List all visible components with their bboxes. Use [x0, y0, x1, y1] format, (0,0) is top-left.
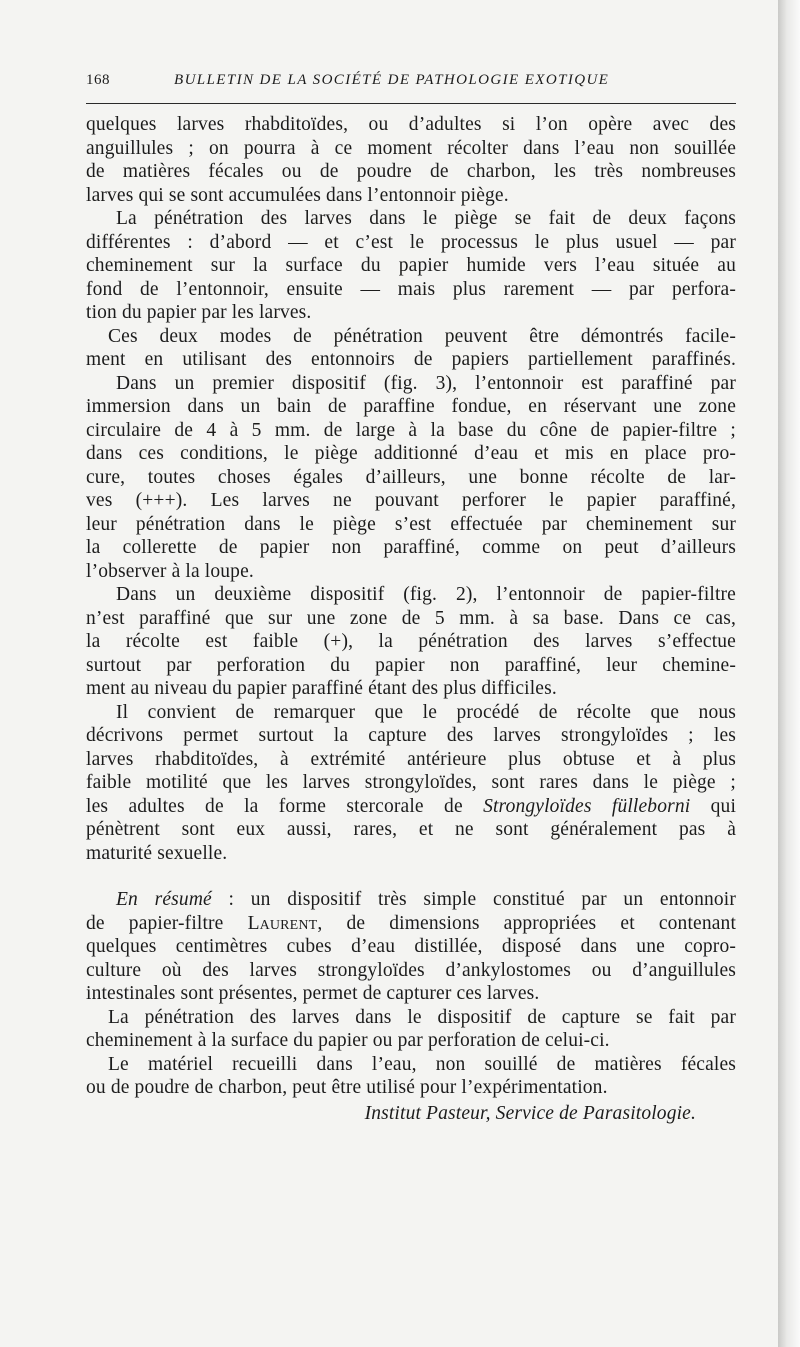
text-line: leur pénétration dans le piège s’est effectuée par cheminement sur	[86, 513, 736, 535]
text-line: Il convient de remarquer que le procédé de récolte que nous	[116, 701, 736, 723]
text-line: cheminement sur la surface du papier humide vers l’eau située au	[86, 255, 736, 276]
signature	[86, 1102, 736, 1126]
text-line: immersion dans un bain de paraffine fondue, en réservant une zone	[86, 396, 736, 417]
text-line: Ces deux modes de pénétration peuvent être démontrés facile-	[108, 325, 736, 347]
text-line: La pénétration des larves dans le piège se fait de deux façons	[116, 208, 736, 229]
paragraph	[86, 372, 736, 584]
text-line: dans ces conditions, le piège additionné d’eau et mis en place pro-	[86, 443, 736, 464]
paragraph	[86, 701, 736, 866]
page-edge	[778, 0, 800, 1347]
text-segment: les adultes de la forme stercorale de	[86, 795, 463, 817]
text-line: la collerette de papier non paraffiné, comme on peut d’ailleurs	[86, 537, 736, 558]
author-name: Laurent	[247, 912, 318, 934]
text-line: décrivons permet surtout la capture des larves strongyloïdes ; les	[86, 725, 736, 746]
text-line: culture où des larves strongyloïdes d’ankylostomes ou d’anguillules	[86, 959, 736, 981]
text-line: la récolte est faible (+), la pénétration des larves s’effectue	[86, 631, 736, 652]
text-segment: , de dimensions appropriées et contenant	[317, 912, 737, 934]
section-gap	[86, 865, 736, 888]
paragraph	[86, 583, 736, 701]
text-line: surtout par perforation du papier non paraffiné, leur chemine-	[86, 654, 736, 676]
summary-label: En résumé	[116, 889, 212, 910]
page-number: 168	[86, 72, 110, 88]
text-line: ou de poudre de charbon, peut être utilisé pour l’expérimentation.	[86, 1077, 608, 1098]
species-name: Strongyloïdes fülleborni	[483, 795, 691, 817]
text-line: faible motilité que les larves strongyloïdes, sont rares dans le piège ;	[86, 772, 736, 793]
text-line: Dans un deuxième dispositif (fig. 2), l’entonnoir de papier-filtre	[116, 584, 736, 605]
text-line: cheminement à la surface du papier ou par perforation de celui-ci.	[86, 1030, 610, 1051]
text-line: ment au niveau du papier paraffiné étant des plus difficiles.	[86, 678, 557, 699]
text-line	[86, 912, 736, 936]
article-body	[86, 113, 736, 1125]
text-segment: : un dispositif très simple constitué par un entonnoir	[228, 889, 736, 910]
text-line: fond de l’entonnoir, ensuite — mais plus rarement — par perfora-	[86, 278, 736, 300]
header-rule	[86, 103, 736, 104]
paragraph	[86, 1006, 736, 1053]
text-line: l’observer à la loupe.	[86, 560, 254, 582]
paragraph	[86, 207, 736, 325]
text-line: quelques centimètres cubes d’eau distillée, disposé dans une copro-	[86, 936, 736, 957]
text-line: quelques larves rhabditoïdes, ou d’adultes si l’on opère avec des	[86, 114, 736, 135]
text-line: n’est paraffiné que sur une zone de 5 mm. à sa base. Dans ce cas,	[86, 607, 736, 629]
text-segment: de papier-filtre	[86, 912, 224, 934]
text-line: cure, toutes choses égales d’ailleurs, une bonne récolte de lar-	[86, 466, 736, 488]
text-line: maturité sexuelle.	[86, 842, 228, 864]
paragraph	[86, 113, 736, 207]
paragraph	[86, 325, 736, 372]
text-line: larves qui se sont accumulées dans l’entonnoir piège.	[86, 184, 509, 206]
text-segment: qui	[710, 795, 737, 817]
text-line	[86, 888, 736, 912]
text-line: de matières fécales ou de poudre de charbon, les très nombreuses	[86, 161, 736, 182]
text-line: Dans un premier dispositif (fig. 3), l’entonnoir est paraffiné par	[116, 372, 736, 394]
text-line	[86, 795, 736, 819]
text-line: circulaire de 4 à 5 mm. de large à la base du cône de papier-filtre ;	[86, 419, 736, 441]
running-title: BULLETIN DE LA SOCIÉTÉ DE PATHOLOGIE EXOTIQUE	[174, 72, 610, 88]
institute-name: Institut Pasteur	[364, 1102, 486, 1124]
text-line: Le matériel recueilli dans l’eau, non souillé de matières fécales	[108, 1053, 736, 1075]
text-line: ves (+++). Les larves ne pouvant perforer le papier paraffiné,	[86, 490, 736, 511]
text-line: pénètrent sont eux aussi, rares, et ne sont généralement pas à	[86, 819, 736, 840]
text-line: tion du papier par les larves.	[86, 302, 312, 323]
page-header	[86, 72, 736, 94]
text-line: anguillules ; on pourra à ce moment récolter dans l’eau non souillée	[86, 137, 736, 159]
text-line: ment en utilisant des entonnoirs de papiers partiellement paraffinés.	[86, 349, 736, 370]
signature-separator: ,	[485, 1102, 496, 1124]
text-line: différentes : d’abord — et c’est le processus le plus usuel — par	[86, 231, 736, 253]
text-line: larves rhabditoïdes, à extrémité antérieure plus obtuse et à plus	[86, 748, 736, 770]
text-line: La pénétration des larves dans le dispositif de capture se fait par	[108, 1006, 736, 1028]
summary-paragraph	[86, 888, 736, 1006]
text-line: intestinales sont présentes, permet de capturer ces larves.	[86, 983, 540, 1004]
paragraph	[86, 1053, 736, 1100]
service-name: Service de Parasitologie.	[495, 1102, 696, 1124]
